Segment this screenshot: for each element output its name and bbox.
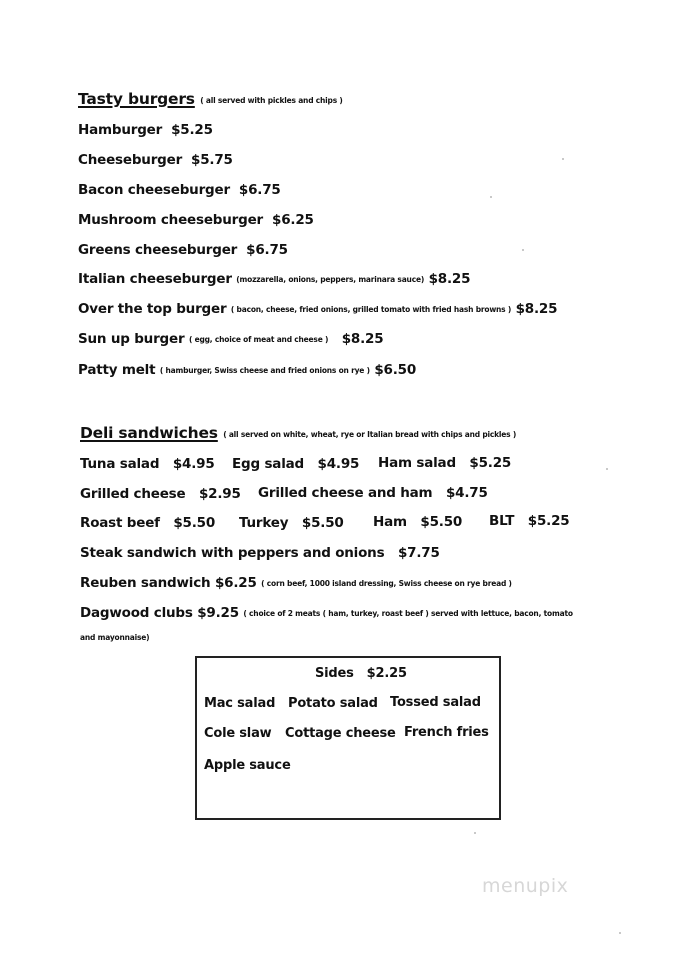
item-note: ( bacon, cheese, fried onions, grilled tomato with fried hash browns ) <box>230 305 512 314</box>
item-price: $4.75 <box>445 485 488 501</box>
item-price: $8.25 <box>341 331 384 347</box>
item-name: Bacon cheeseburger <box>78 182 230 198</box>
menu-item-ham-salad <box>378 455 511 471</box>
item-note: ( choice of 2 meats ( ham, turkey, roast beef ) served with lettuce, bacon, tomato <box>243 609 573 618</box>
side-item: French fries <box>404 725 489 740</box>
burgers-heading: Tasty burgers <box>78 90 195 108</box>
menu-item-ham <box>373 514 462 530</box>
item-price: $6.25 <box>214 575 257 591</box>
menu-item-italian-cheeseburger <box>78 271 470 287</box>
menu-item-reuben-sandwich <box>80 575 512 591</box>
item-price: $6.50 <box>374 362 417 378</box>
menu-item-patty-melt <box>78 362 416 378</box>
burgers-heading-line <box>78 89 343 108</box>
item-price: $8.25 <box>428 271 471 287</box>
item-name: Greens cheeseburger <box>78 242 238 258</box>
item-price: $4.95 <box>172 456 215 472</box>
menu-item-steak-sandwich <box>80 545 440 561</box>
item-name: Dagwood clubs <box>80 605 193 621</box>
item-name: Cheeseburger <box>78 152 183 168</box>
item-price: $5.50 <box>301 515 344 531</box>
menu-item-hamburger <box>78 122 213 138</box>
side-item: Apple sauce <box>204 758 291 773</box>
item-price: $6.75 <box>246 242 288 258</box>
item-name: Hamburger <box>78 122 163 138</box>
sides-box <box>195 656 501 820</box>
item-name: Steak sandwich with peppers and onions <box>80 545 385 561</box>
item-name: Grilled cheese <box>80 486 186 502</box>
item-name: Mushroom cheeseburger <box>78 212 263 228</box>
item-note: ( hamburger, Swiss cheese and fried onions on rye ) <box>159 366 370 375</box>
menu-item-over-the-top-burger <box>78 301 557 317</box>
scan-speck <box>619 932 621 934</box>
side-item: Tossed salad <box>390 695 481 710</box>
item-price: $2.95 <box>198 486 241 502</box>
item-note: ( corn beef, 1000 island dressing, Swiss cheese on rye bread ) <box>261 579 512 588</box>
item-price: $7.75 <box>397 545 440 561</box>
menu-item-mushroom-cheeseburger <box>78 212 314 228</box>
side-item: Cottage cheese <box>285 726 396 741</box>
sides-price: $2.25 <box>366 666 407 681</box>
item-price: $6.75 <box>238 182 281 198</box>
burgers-heading-note: ( all served with pickles and chips ) <box>200 96 343 105</box>
item-price: $8.25 <box>515 301 558 317</box>
deli-heading: Deli sandwiches <box>80 424 218 442</box>
scan-speck <box>490 196 492 198</box>
deli-heading-line <box>80 423 516 442</box>
item-price: $6.25 <box>272 212 314 228</box>
menu-item-turkey <box>239 515 344 531</box>
item-price: $5.25 <box>171 122 213 138</box>
item-price: $4.95 <box>317 456 360 472</box>
item-name: Grilled cheese and ham <box>258 485 433 501</box>
deli-heading-note: ( all served on white, wheat, rye or Italian bread with chips and pickles ) <box>223 430 517 439</box>
item-note: ( egg, choice of meat and cheese ) <box>188 335 329 344</box>
scan-speck <box>522 249 524 251</box>
item-name: Italian cheeseburger <box>78 271 232 287</box>
item-name: Roast beef <box>80 515 160 531</box>
item-name: Reuben sandwich <box>80 575 211 591</box>
menu-item-dagwood-clubs <box>80 605 573 621</box>
item-name: Turkey <box>239 515 289 531</box>
item-name: Patty melt <box>78 362 156 378</box>
item-price: $5.50 <box>173 515 216 531</box>
menu-item-greens-cheeseburger <box>78 242 288 258</box>
sides-title-line <box>315 666 407 681</box>
scan-speck <box>562 158 564 160</box>
menu-item-roast-beef <box>80 515 215 531</box>
side-item: Potato salad <box>288 696 378 711</box>
item-note: (mozzarella, onions, peppers, marinara sauce) <box>236 275 425 284</box>
item-price: $9.25 <box>197 605 239 621</box>
sides-title: Sides <box>315 666 354 681</box>
item-price: $5.25 <box>469 455 512 471</box>
menupix-watermark: menupix <box>482 875 569 897</box>
menu-item-blt <box>489 513 569 529</box>
item-name: Over the top burger <box>78 301 227 317</box>
item-name: Tuna salad <box>80 456 160 472</box>
item-name: Ham salad <box>378 455 456 471</box>
menu-item-sun-up-burger <box>78 331 383 347</box>
menu-item-egg-salad <box>232 456 359 472</box>
menu-item-grilled-cheese-and-ham <box>258 485 488 501</box>
dagwood-note-continued <box>80 626 149 645</box>
item-name: BLT <box>489 513 515 529</box>
item-price: $5.50 <box>420 514 463 530</box>
menu-item-tuna-salad <box>80 456 215 472</box>
item-name: Ham <box>373 514 407 530</box>
menu-item-bacon-cheeseburger <box>78 182 281 198</box>
scan-speck <box>606 468 608 470</box>
menu-item-grilled-cheese <box>80 486 241 502</box>
item-name: Egg salad <box>232 456 304 472</box>
item-price: $5.75 <box>191 152 233 168</box>
item-price: $5.25 <box>527 513 570 529</box>
scan-speck <box>474 832 476 834</box>
side-item: Cole slaw <box>204 726 272 741</box>
menu-item-cheeseburger <box>78 152 233 168</box>
item-name: Sun up burger <box>78 331 185 347</box>
side-item: Mac salad <box>204 696 276 711</box>
item-note: and mayonnaise) <box>80 633 150 642</box>
